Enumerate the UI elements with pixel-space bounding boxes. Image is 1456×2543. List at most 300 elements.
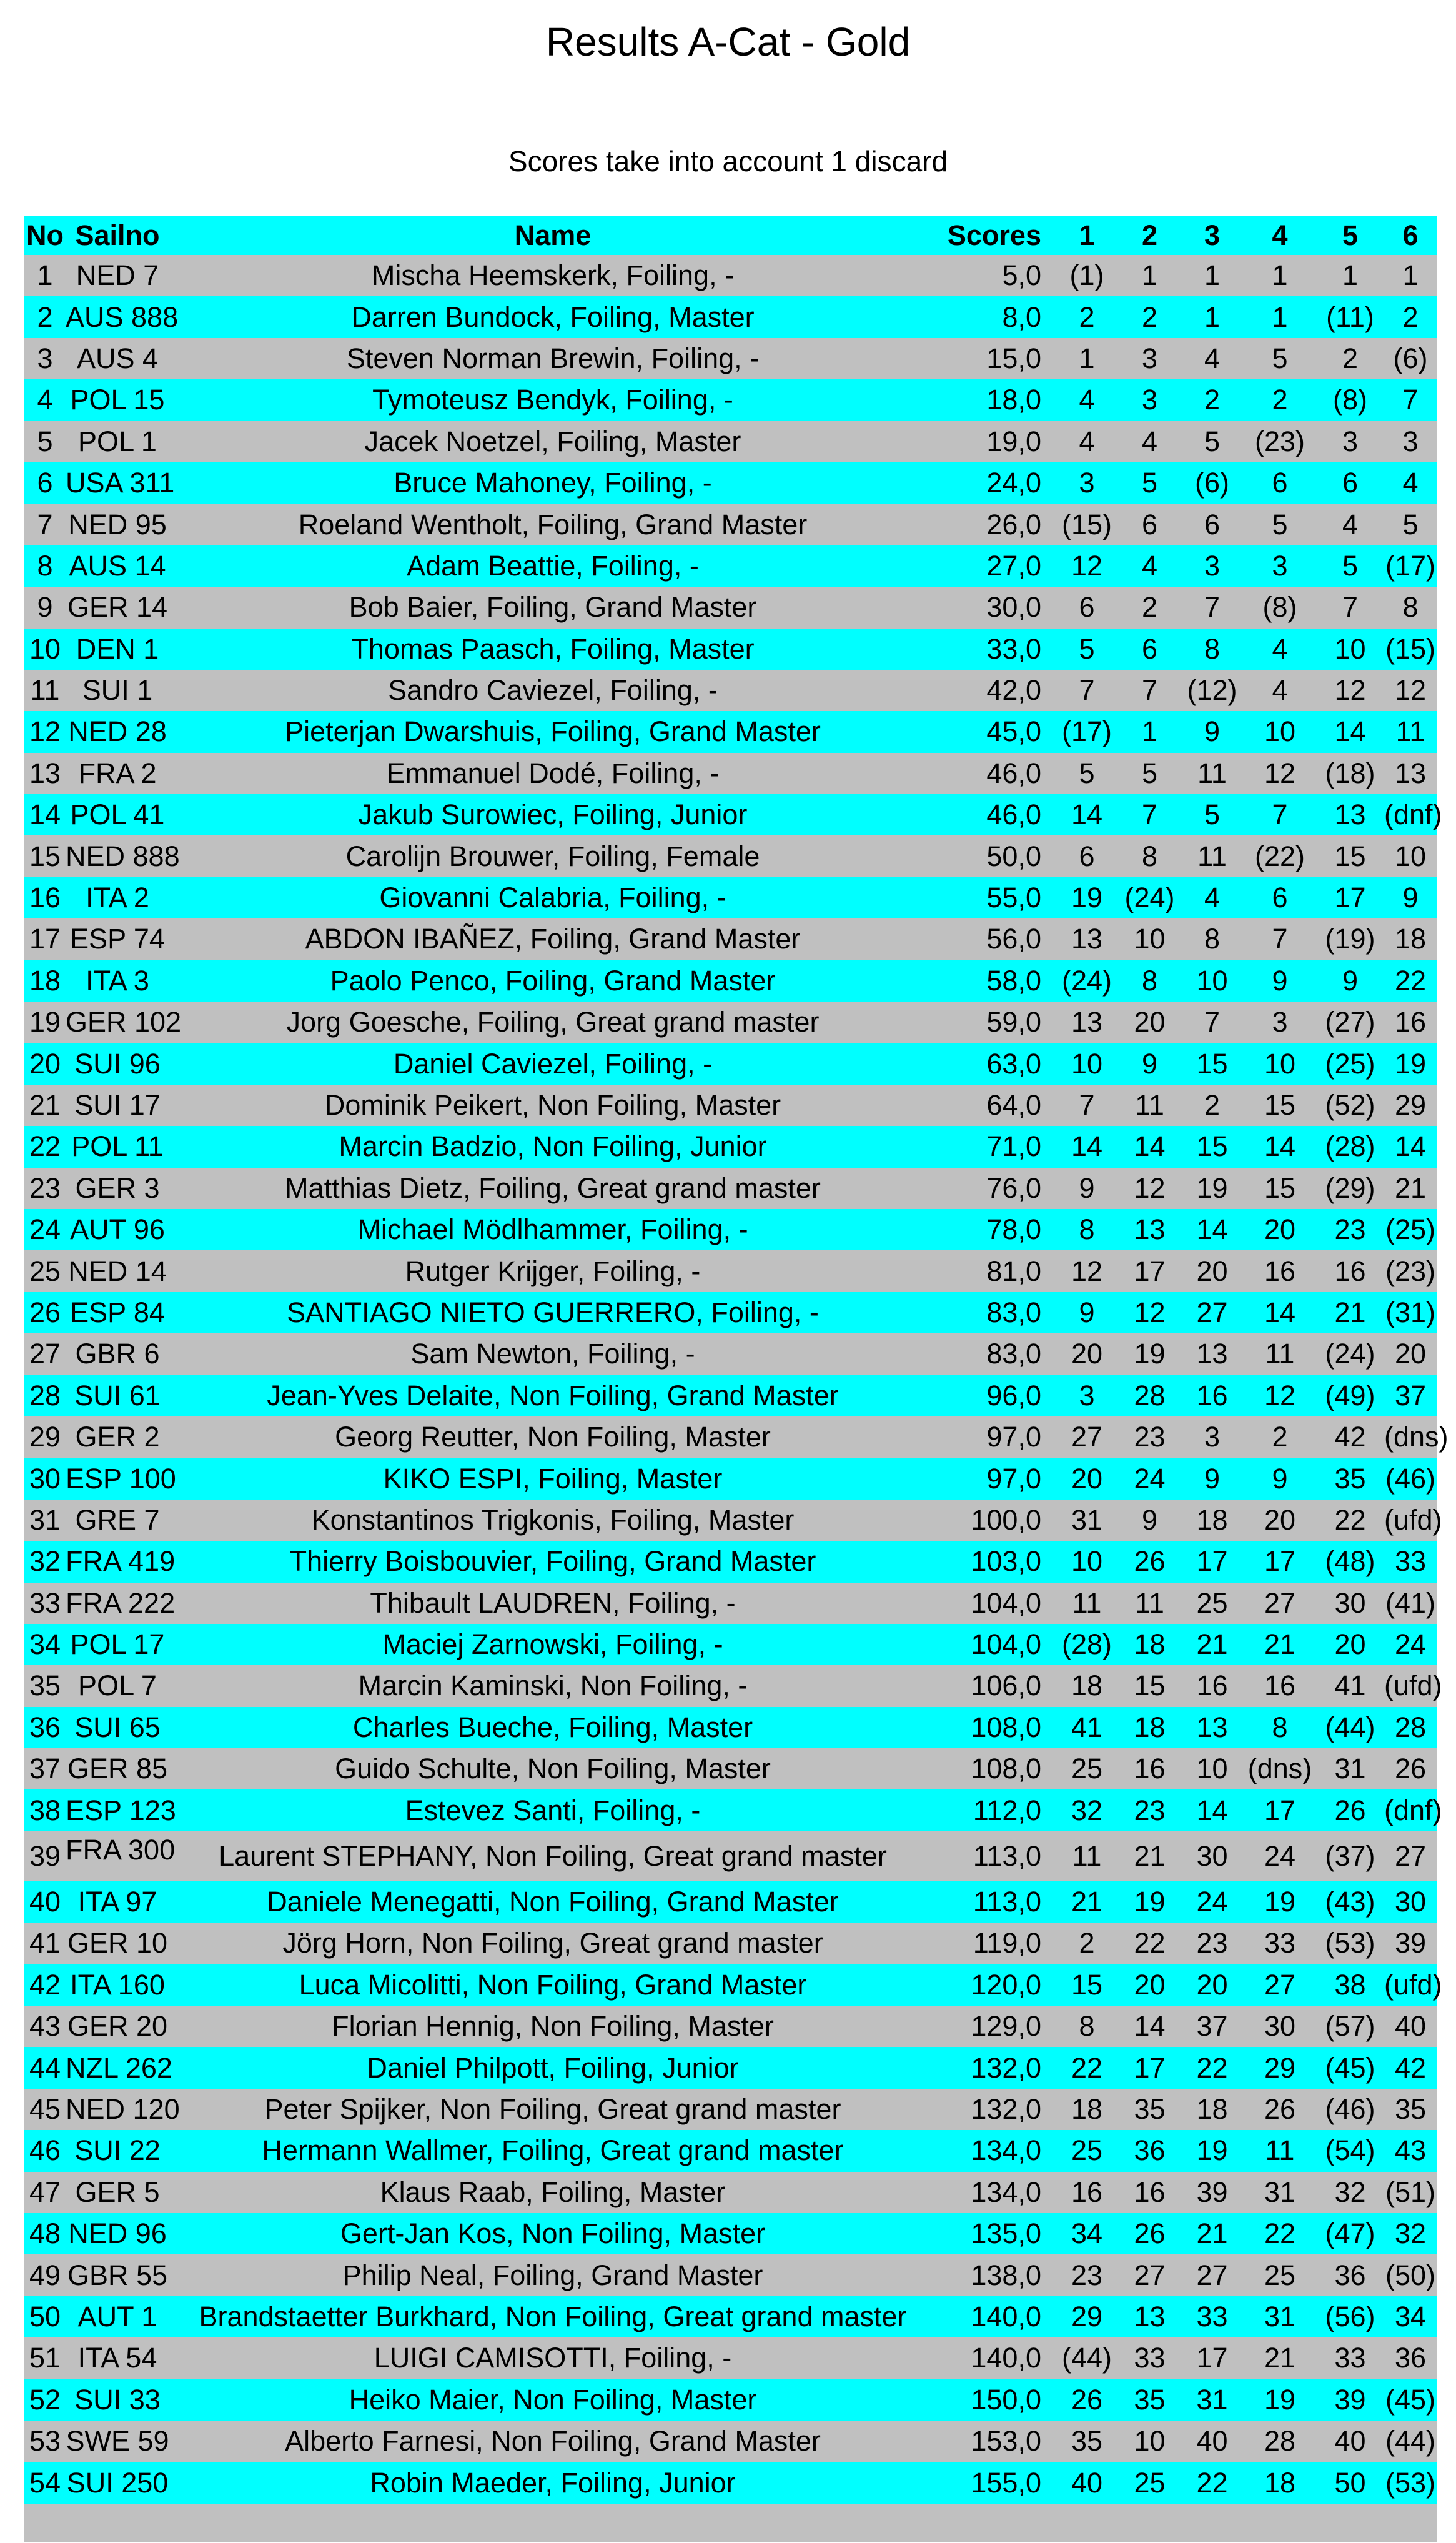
sailno-cell: SUI 17: [74, 1089, 161, 1121]
race-2-cell: 20: [1134, 1006, 1166, 1038]
name-cell: Rutger Krijger, Foiling, -: [405, 1255, 701, 1287]
race-1-cell: 2: [1079, 301, 1095, 333]
table-row: [24, 1043, 1437, 1084]
race-1-cell: 4: [1079, 384, 1095, 416]
scores-cell: 5,0: [1002, 259, 1041, 292]
race-1-cell: 8: [1079, 2010, 1095, 2043]
name-cell: ABDON IBAÑEZ, Foiling, Grand Master: [305, 923, 801, 955]
table-row: [24, 1881, 1437, 1923]
race-4-cell: 15: [1264, 1172, 1296, 1204]
race-3-cell: 21: [1196, 2217, 1228, 2250]
rank-cell: 27: [29, 1338, 61, 1370]
header-no: No: [26, 219, 64, 251]
race-6-cell: (17): [1385, 549, 1436, 582]
race-1-cell: 32: [1071, 1794, 1103, 1826]
name-cell: Jörg Horn, Non Foiling, Great grand master: [282, 1927, 823, 1959]
table-row: [24, 462, 1437, 504]
race-2-cell: 11: [1135, 1586, 1164, 1619]
sailno-cell: FRA 300: [66, 1833, 176, 1866]
scores-cell: 30,0: [986, 591, 1041, 624]
race-2-cell: 14: [1134, 2010, 1166, 2043]
rank-cell: 49: [29, 2259, 61, 2291]
race-6-cell: 8: [1402, 591, 1419, 624]
table-row: [24, 1209, 1437, 1250]
race-1-cell: 11: [1072, 1839, 1102, 1872]
race-2-cell: 15: [1134, 1670, 1166, 1702]
race-1-cell: 25: [1071, 2134, 1103, 2167]
race-4-cell: 21: [1264, 2342, 1296, 2374]
race-1-cell: 13: [1071, 923, 1103, 955]
race-3-cell: 17: [1196, 2342, 1228, 2374]
race-6-cell: (51): [1385, 2176, 1436, 2208]
race-3-cell: 1: [1204, 301, 1221, 333]
race-5-cell: 36: [1334, 2259, 1366, 2291]
race-4-cell: 14: [1264, 1296, 1296, 1328]
race-1-cell: (15): [1061, 508, 1112, 540]
rank-cell: 32: [29, 1545, 61, 1578]
race-6-cell: (dns): [1384, 1421, 1449, 1453]
table-row: [24, 629, 1437, 670]
race-5-cell: 38: [1334, 1968, 1366, 2001]
race-4-cell: 30: [1264, 2010, 1296, 2043]
sailno-cell: NED 14: [68, 1255, 167, 1287]
race-3-cell: 15: [1196, 1047, 1228, 1080]
race-6-cell: 3: [1402, 425, 1419, 457]
table-row: [24, 2089, 1437, 2130]
race-1-cell: 12: [1071, 549, 1103, 582]
race-3-cell: 20: [1196, 1255, 1228, 1287]
race-6-cell: 24: [1394, 1628, 1427, 1661]
race-3-cell: 18: [1196, 2093, 1228, 2125]
race-4-cell: 20: [1264, 1503, 1296, 1536]
scores-cell: 19,0: [986, 425, 1041, 457]
race-6-cell: 20: [1394, 1338, 1427, 1370]
race-5-cell: 13: [1334, 799, 1366, 831]
sailno-cell: ITA 97: [77, 1886, 157, 1918]
scores-cell: 58,0: [986, 964, 1041, 997]
race-4-cell: 33: [1264, 1927, 1296, 1959]
sailno-cell: GER 14: [67, 591, 168, 624]
rank-cell: 46: [29, 2134, 61, 2167]
name-cell: Steven Norman Brewin, Foiling, -: [346, 342, 760, 374]
race-4-cell: 27: [1264, 1968, 1296, 2001]
race-1-cell: 1: [1079, 342, 1095, 374]
name-cell: Jakub Surowiec, Foiling, Junior: [358, 799, 748, 831]
name-cell: Bob Baier, Foiling, Grand Master: [349, 591, 757, 624]
race-3-cell: 33: [1196, 2300, 1228, 2332]
scores-cell: 33,0: [986, 632, 1041, 665]
race-1-cell: 9: [1079, 1172, 1095, 1204]
race-1-cell: 11: [1072, 1586, 1102, 1619]
name-cell: KIKO ESPI, Foiling, Master: [383, 1462, 723, 1495]
scores-cell: 55,0: [986, 882, 1041, 914]
rank-cell: 17: [29, 923, 61, 955]
race-3-cell: 37: [1196, 2010, 1228, 2043]
sailno-cell: SUI 65: [74, 1711, 161, 1743]
name-cell: Matthias Dietz, Foiling, Great grand master: [285, 1172, 821, 1204]
scores-cell: 81,0: [986, 1255, 1041, 1287]
race-2-cell: 18: [1134, 1628, 1166, 1661]
rank-cell: 14: [29, 799, 61, 831]
name-cell: Gert-Jan Kos, Non Foiling, Master: [340, 2217, 766, 2250]
race-3-cell: 11: [1197, 840, 1227, 872]
race-1-cell: (24): [1061, 964, 1112, 997]
race-1-cell: 23: [1071, 2259, 1103, 2291]
race-6-cell: 18: [1394, 923, 1427, 955]
table-row: [24, 1748, 1437, 1789]
race-5-cell: 12: [1334, 674, 1366, 707]
header-name: Name: [514, 219, 592, 251]
race-6-cell: (15): [1385, 632, 1436, 665]
race-2-cell: 19: [1134, 1886, 1166, 1918]
race-2-cell: 3: [1141, 342, 1158, 374]
race-2-cell: 25: [1134, 2466, 1166, 2499]
race-5-cell: 7: [1342, 591, 1359, 624]
scores-cell: 140,0: [971, 2300, 1041, 2332]
race-2-cell: 33: [1134, 2342, 1166, 2374]
scores-cell: 106,0: [971, 1670, 1041, 1702]
race-2-cell: 7: [1141, 674, 1158, 707]
scores-cell: 150,0: [971, 2383, 1041, 2416]
rank-cell: 52: [29, 2383, 61, 2416]
table-row: [24, 421, 1437, 462]
race-3-cell: 4: [1204, 882, 1221, 914]
race-5-cell: (52): [1325, 1089, 1375, 1121]
race-1-cell: 41: [1071, 1711, 1103, 1743]
rank-cell: 12: [29, 715, 61, 748]
race-4-cell: (22): [1254, 840, 1305, 872]
sailno-cell: SWE 59: [66, 2425, 169, 2457]
scores-cell: 132,0: [971, 2093, 1041, 2125]
scores-cell: 26,0: [986, 508, 1041, 540]
name-cell: Thomas Paasch, Foiling, Master: [351, 632, 755, 665]
race-6-cell: (41): [1385, 1586, 1436, 1619]
scores-cell: 59,0: [986, 1006, 1041, 1038]
name-cell: Giovanni Calabria, Foiling, -: [379, 882, 726, 914]
rank-cell: 26: [29, 1296, 61, 1328]
race-3-cell: 5: [1204, 799, 1221, 831]
race-1-cell: 5: [1079, 632, 1095, 665]
race-5-cell: 32: [1334, 2176, 1366, 2208]
scores-cell: 108,0: [971, 1711, 1041, 1743]
table-row: [24, 1333, 1437, 1375]
race-5-cell: (28): [1325, 1130, 1375, 1163]
race-2-cell: 2: [1141, 301, 1158, 333]
race-1-cell: 22: [1071, 2051, 1103, 2084]
race-2-cell: 7: [1141, 799, 1158, 831]
race-4-cell: 6: [1272, 882, 1288, 914]
results-table: [24, 216, 1449, 2542]
sailno-cell: ESP 84: [70, 1296, 165, 1328]
name-cell: Sam Newton, Foiling, -: [410, 1338, 695, 1370]
race-3-cell: 27: [1196, 1296, 1228, 1328]
name-cell: Pieterjan Dwarshuis, Foiling, Grand Master: [285, 715, 821, 748]
table-row: [24, 1665, 1437, 1706]
race-1-cell: 2: [1079, 1927, 1095, 1959]
table-row: [24, 1126, 1437, 1167]
race-5-cell: 41: [1334, 1670, 1366, 1702]
race-6-cell: 22: [1394, 964, 1427, 997]
sailno-cell: AUS 4: [76, 342, 159, 374]
table-row: [24, 711, 1437, 752]
race-2-cell: 35: [1134, 2093, 1166, 2125]
race-6-cell: (dnf): [1384, 1794, 1442, 1826]
race-1-cell: 31: [1071, 1503, 1103, 1536]
scores-cell: 71,0: [986, 1130, 1041, 1163]
table-row: [24, 255, 1437, 296]
race-3-cell: 10: [1196, 1753, 1228, 1785]
scores-cell: 155,0: [971, 2466, 1041, 2499]
name-cell: Laurent STEPHANY, Non Foiling, Great grand master: [219, 1839, 887, 1872]
scores-cell: 100,0: [971, 1503, 1041, 1536]
rank-cell: 24: [29, 1213, 61, 1246]
race-2-cell: 12: [1134, 1172, 1166, 1204]
scores-cell: 104,0: [971, 1628, 1041, 1661]
rank-cell: 4: [37, 384, 53, 416]
rank-cell: 35: [29, 1670, 61, 1702]
race-1-cell: (44): [1061, 2342, 1112, 2374]
race-4-cell: 29: [1264, 2051, 1296, 2084]
table-row: [24, 753, 1437, 794]
table-row: [24, 1923, 1437, 1964]
sailno-cell: POL 11: [71, 1130, 164, 1163]
race-3-cell: 11: [1197, 757, 1227, 789]
race-6-cell: 4: [1402, 467, 1419, 499]
rank-cell: 41: [29, 1927, 61, 1959]
sailno-cell: FRA 419: [66, 1545, 176, 1578]
race-1-cell: 13: [1071, 1006, 1103, 1038]
race-3-cell: 2: [1204, 384, 1221, 416]
race-5-cell: 15: [1334, 840, 1366, 872]
scores-cell: 135,0: [971, 2217, 1041, 2250]
race-4-cell: 26: [1264, 2093, 1296, 2125]
race-4-cell: 3: [1272, 1006, 1288, 1038]
race-4-cell: 12: [1264, 757, 1296, 789]
scores-cell: 138,0: [971, 2259, 1041, 2291]
scores-cell: 120,0: [971, 1968, 1041, 2001]
race-4-cell: 10: [1264, 1047, 1296, 1080]
rank-cell: 10: [29, 632, 61, 665]
rank-cell: 30: [29, 1462, 61, 1495]
name-cell: Marcin Kaminski, Non Foiling, -: [358, 1670, 748, 1702]
race-1-cell: 10: [1071, 1545, 1103, 1578]
race-5-cell: 2: [1342, 342, 1359, 374]
race-3-cell: 16: [1196, 1670, 1228, 1702]
race-3-cell: 15: [1196, 1130, 1228, 1163]
race-5-cell: (53): [1325, 1927, 1375, 1959]
race-1-cell: 12: [1071, 1255, 1103, 1287]
race-5-cell: 23: [1334, 1213, 1366, 1246]
sailno-cell: DEN 1: [76, 632, 159, 665]
race-5-cell: (44): [1325, 1711, 1375, 1743]
race-5-cell: (37): [1325, 1839, 1375, 1872]
sailno-cell: POL 1: [78, 425, 157, 457]
race-1-cell: 35: [1071, 2425, 1103, 2457]
race-4-cell: 8: [1272, 1711, 1288, 1743]
scores-cell: 46,0: [986, 757, 1041, 789]
race-4-cell: 5: [1272, 508, 1288, 540]
race-5-cell: 17: [1334, 882, 1366, 914]
race-6-cell: 10: [1394, 840, 1427, 872]
name-cell: Heiko Maier, Non Foiling, Master: [349, 2383, 757, 2416]
race-6-cell: 12: [1394, 674, 1427, 707]
race-3-cell: (6): [1195, 467, 1229, 499]
race-5-cell: (29): [1325, 1172, 1375, 1204]
race-6-cell: 14: [1394, 1130, 1427, 1163]
race-5-cell: 22: [1334, 1503, 1366, 1536]
race-1-cell: 9: [1079, 1296, 1095, 1328]
race-4-cell: 31: [1264, 2176, 1296, 2208]
race-3-cell: 3: [1204, 1421, 1221, 1453]
race-3-cell: 14: [1196, 1213, 1228, 1246]
race-5-cell: 39: [1334, 2383, 1366, 2416]
table-row: [24, 1964, 1437, 2006]
race-4-cell: 7: [1272, 923, 1288, 955]
table-body: [24, 255, 1449, 2542]
race-2-cell: 16: [1134, 1753, 1166, 1785]
race-1-cell: 21: [1071, 1886, 1103, 1918]
race-6-cell: 39: [1394, 1927, 1427, 1959]
race-1-cell: 5: [1079, 757, 1095, 789]
race-2-cell: 23: [1134, 1794, 1166, 1826]
race-6-cell: 42: [1394, 2051, 1427, 2084]
table-row: [24, 2379, 1437, 2421]
race-4-cell: 31: [1264, 2300, 1296, 2332]
sailno-cell: GER 20: [67, 2010, 168, 2043]
name-cell: Daniel Philpott, Foiling, Junior: [367, 2051, 739, 2084]
race-6-cell: (6): [1393, 342, 1428, 374]
race-3-cell: 9: [1204, 1462, 1221, 1495]
race-1-cell: 14: [1071, 1130, 1103, 1163]
scores-cell: 119,0: [973, 1927, 1041, 1959]
race-5-cell: (11): [1326, 301, 1374, 333]
race-3-cell: 23: [1196, 1927, 1228, 1959]
scores-cell: 97,0: [986, 1421, 1041, 1453]
race-6-cell: 13: [1394, 757, 1427, 789]
rank-cell: 2: [37, 301, 53, 333]
table-row: [24, 918, 1437, 960]
race-6-cell: 11: [1395, 715, 1425, 748]
race-1-cell: 25: [1071, 1753, 1103, 1785]
scores-cell: 113,0: [973, 1839, 1041, 1872]
name-cell: Maciej Zarnowski, Foiling, -: [382, 1628, 723, 1661]
table-row: [24, 1250, 1437, 1291]
race-2-cell: 6: [1141, 632, 1158, 665]
race-2-cell: 12: [1134, 1296, 1166, 1328]
header-race-3: 3: [1204, 219, 1221, 251]
rank-cell: 31: [29, 1503, 61, 1536]
header-race-6: 6: [1402, 219, 1419, 251]
race-5-cell: 14: [1334, 715, 1366, 748]
race-3-cell: 13: [1196, 1711, 1228, 1743]
race-2-cell: 16: [1134, 2176, 1166, 2208]
rank-cell: 34: [29, 1628, 61, 1661]
race-5-cell: 35: [1334, 1462, 1366, 1495]
sailno-cell: NED 120: [66, 2093, 180, 2125]
sailno-cell: NED 96: [68, 2217, 167, 2250]
rank-cell: 20: [29, 1047, 61, 1080]
name-cell: Charles Bueche, Foiling, Master: [352, 1711, 753, 1743]
race-2-cell: 11: [1135, 1089, 1164, 1121]
scores-cell: 83,0: [986, 1296, 1041, 1328]
race-2-cell: (24): [1124, 882, 1175, 914]
table-row: [24, 960, 1437, 1002]
name-cell: Marcin Badzio, Non Foiling, Junior: [339, 1130, 767, 1163]
header-race-1: 1: [1079, 219, 1095, 251]
race-5-cell: (49): [1325, 1379, 1375, 1411]
sailno-cell: AUS 14: [69, 549, 166, 582]
sailno-cell: POL 41: [70, 799, 165, 831]
race-2-cell: 9: [1141, 1047, 1158, 1080]
name-cell: Tymoteusz Bendyk, Foiling, -: [372, 384, 733, 416]
table-row: [24, 2462, 1437, 2503]
header-row: [24, 216, 1437, 255]
race-1-cell: 14: [1071, 799, 1103, 831]
race-1-cell: 20: [1071, 1462, 1103, 1495]
scores-cell: 24,0: [986, 467, 1041, 499]
page-title: Results A-Cat - Gold: [545, 19, 911, 64]
sailno-cell: GBR 6: [75, 1338, 160, 1370]
scores-cell: 83,0: [986, 1338, 1041, 1370]
rank-cell: 39: [29, 1839, 61, 1872]
race-6-cell: 16: [1394, 1006, 1427, 1038]
race-2-cell: 4: [1141, 549, 1158, 582]
rank-cell: 25: [29, 1255, 61, 1287]
scores-cell: 27,0: [986, 549, 1041, 582]
race-3-cell: 4: [1204, 342, 1221, 374]
sailno-cell: NED 95: [68, 508, 167, 540]
table-row: [24, 2337, 1437, 2379]
race-1-cell: 3: [1079, 1379, 1095, 1411]
race-6-cell: (23): [1385, 1255, 1436, 1287]
race-1-cell: 3: [1079, 467, 1095, 499]
rank-cell: 1: [37, 259, 53, 292]
sailno-cell: ITA 54: [77, 2342, 157, 2374]
race-1-cell: 18: [1071, 1670, 1103, 1702]
table-row: [24, 1583, 1437, 1624]
race-6-cell: (dnf): [1384, 799, 1442, 831]
rank-cell: 40: [29, 1886, 61, 1918]
race-5-cell: (45): [1325, 2051, 1375, 2084]
race-3-cell: 6: [1204, 508, 1221, 540]
race-4-cell: 1: [1272, 301, 1288, 333]
race-6-cell: 43: [1394, 2134, 1427, 2167]
race-3-cell: 24: [1196, 1886, 1228, 1918]
race-2-cell: 1: [1141, 715, 1158, 748]
sailno-cell: SUI 96: [74, 1047, 161, 1080]
race-4-cell: 2: [1272, 1421, 1288, 1453]
table-row: [24, 670, 1437, 711]
race-5-cell: (8): [1333, 384, 1367, 416]
race-3-cell: 14: [1196, 1794, 1228, 1826]
race-3-cell: 17: [1196, 1545, 1228, 1578]
race-5-cell: 16: [1334, 1255, 1366, 1287]
race-3-cell: 20: [1196, 1968, 1228, 2001]
table-header: [24, 216, 1437, 255]
race-2-cell: 5: [1141, 757, 1158, 789]
race-1-cell: 6: [1079, 840, 1095, 872]
race-3-cell: 13: [1196, 1338, 1228, 1370]
race-5-cell: 33: [1334, 2342, 1366, 2374]
race-1-cell: 6: [1079, 591, 1095, 624]
rank-cell: 11: [30, 674, 60, 707]
scores-cell: 15,0: [986, 342, 1041, 374]
race-4-cell: 9: [1272, 1462, 1288, 1495]
rank-cell: 54: [29, 2466, 61, 2499]
race-3-cell: 8: [1204, 632, 1221, 665]
race-2-cell: 19: [1134, 1338, 1166, 1370]
scores-cell: 104,0: [971, 1586, 1041, 1619]
